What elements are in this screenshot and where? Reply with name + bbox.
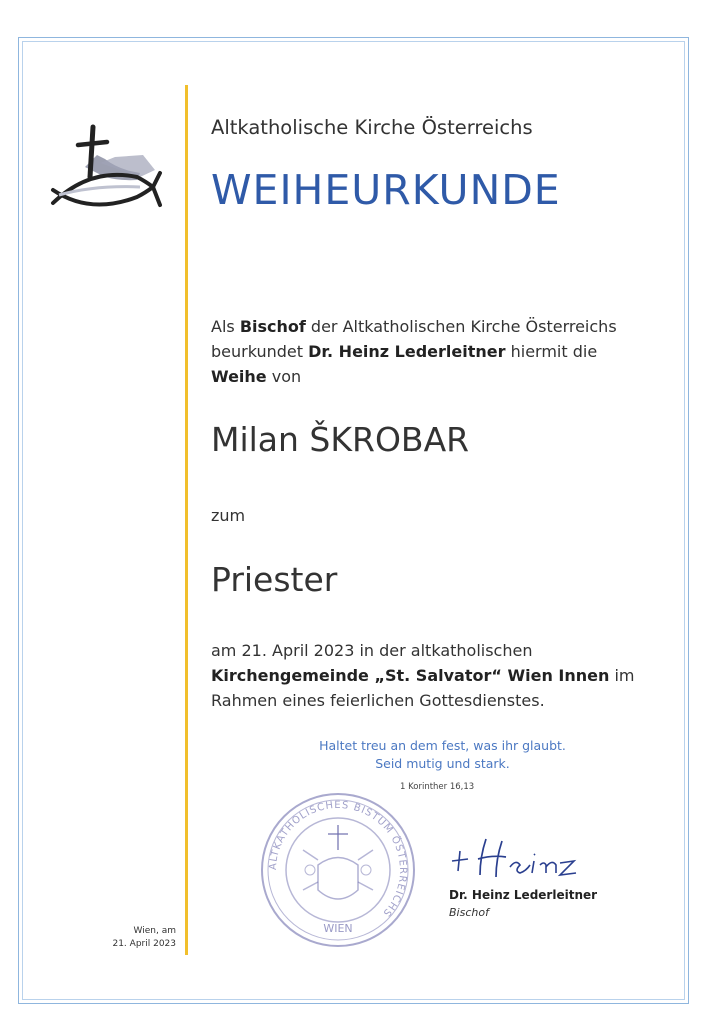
bible-quote <box>290 737 595 773</box>
ordination-rank: Priester <box>211 560 338 599</box>
quote-reference: 1 Korinther 16,13 <box>400 782 475 792</box>
ordinand-name: Milan ŠKROBAR <box>211 420 470 459</box>
document-title: WEIHEURKUNDE <box>211 166 561 214</box>
ceremony-details: am 21. April 2023 in der altkatholischen Kirchengemeinde „St. Salvator“ Wien Innen im Rahmen eines feierlichen Gottesdienstes. <box>211 641 635 710</box>
signer-name: Dr. Heinz Lederleitner <box>449 888 598 902</box>
stamp-city: WIEN <box>323 922 353 935</box>
official-seal-stamp <box>258 790 418 950</box>
quote-line-2: Seid mutig und stark. <box>375 756 510 771</box>
place-date <box>60 925 176 951</box>
date-label: 21. April 2023 <box>112 939 176 949</box>
church-name: Altkatholische Kirche Österreichs <box>211 116 533 139</box>
fish-cross-logo-icon <box>45 115 170 220</box>
intro-paragraph: Als Bischof der Altkatholischen Kirche Österreichs beurkundet Dr. Heinz Lederleitner hiermit die Weihe von <box>211 317 617 386</box>
signer-role: Bischof <box>449 906 489 919</box>
stamp-ring-text: ALTKATHOLISCHES BISTUM ÖSTERREICHS <box>267 799 409 919</box>
gold-divider-line <box>185 85 188 955</box>
handwritten-signature <box>450 835 590 880</box>
quote-line-1: Haltet treu an dem fest, was ihr glaubt. <box>319 738 566 753</box>
place-label: Wien, am <box>133 926 176 936</box>
zum-label: zum <box>211 506 246 525</box>
